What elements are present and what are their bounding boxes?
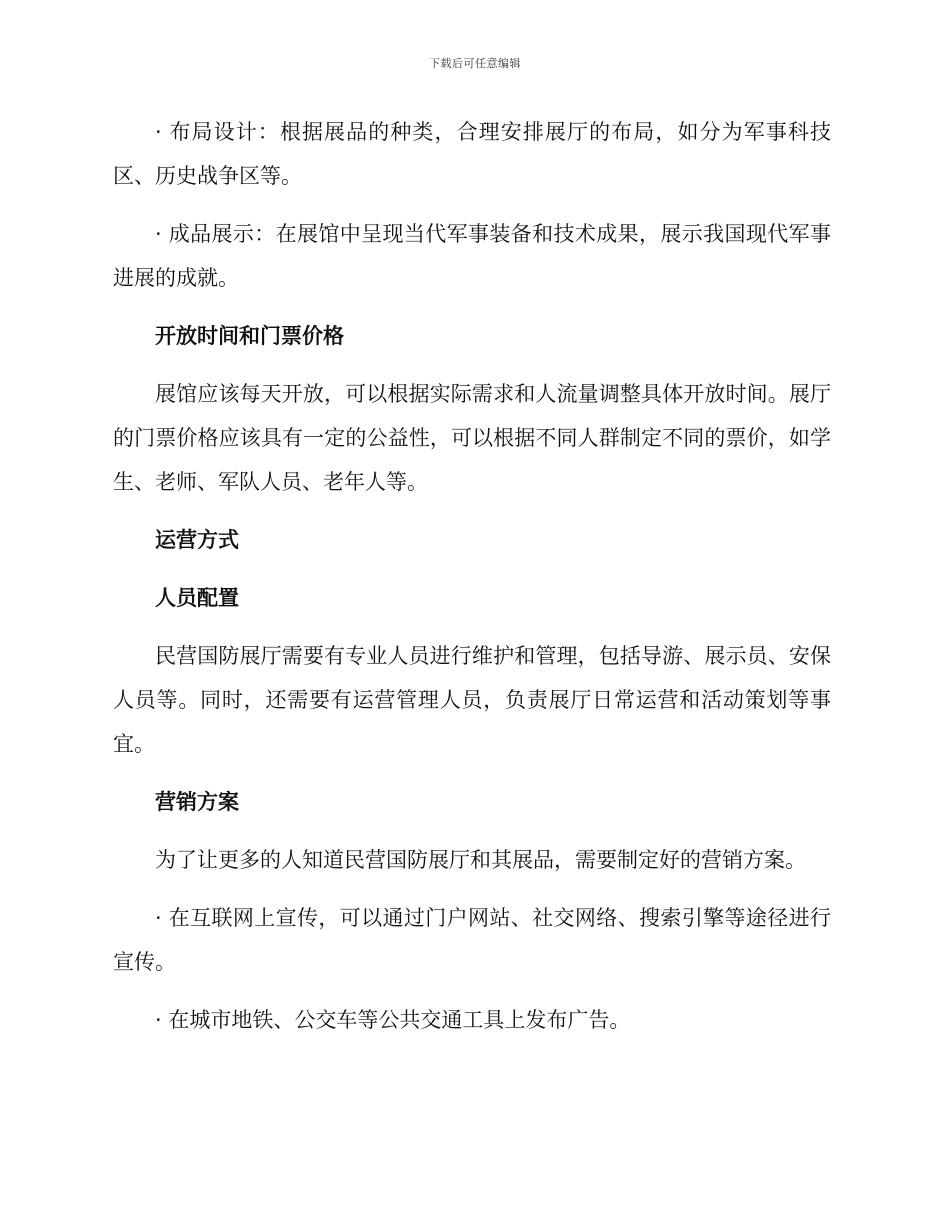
paragraph-marketing-intro: 为了让更多的人知道民营国防展厅和其展品，需要制定好的营销方案。 — [155, 848, 806, 872]
section-heading-operations: 运营方式 — [155, 528, 239, 552]
header-note: 下载后可任意编辑 — [429, 57, 521, 70]
section-heading-staffing: 人员配置 — [155, 586, 239, 610]
bullet-internet-promotion: · 在互联网上宣传，可以通过门户网站、社交网络、搜索引擎等途径进行宣传。 — [113, 906, 831, 974]
bullet-transit-ads: · 在城市地铁、公交车等公共交通工具上发布广告。 — [155, 1008, 631, 1032]
bullet-achievement-display: · 成品展示：在展馆中呈现当代军事装备和技术成果，展示我国现代军事进展的成就。 — [113, 222, 831, 290]
section-heading-hours-tickets: 开放时间和门票价格 — [155, 324, 344, 348]
paragraph-staffing: 民营国防展厅需要有专业人员进行维护和管理，包括导游、展示员、安保人员等。同时，还需要有运营管理人员，负责展厅日常运营和活动策划等事宜。 — [113, 644, 831, 756]
section-heading-marketing: 营销方案 — [155, 790, 239, 814]
paragraph-hours-tickets: 展馆应该每天开放，可以根据实际需求和人流量调整具体开放时间。展厅的门票价格应该具有一定的公益性，可以根据不同人群制定不同的票价，如学生、老师、军队人员、老年人等。 — [113, 382, 831, 494]
document-body — [113, 110, 831, 1056]
bullet-layout-design: · 布局设计：根据展品的种类，合理安排展厅的布局，如分为军事科技区、历史战争区等。 — [113, 120, 831, 188]
